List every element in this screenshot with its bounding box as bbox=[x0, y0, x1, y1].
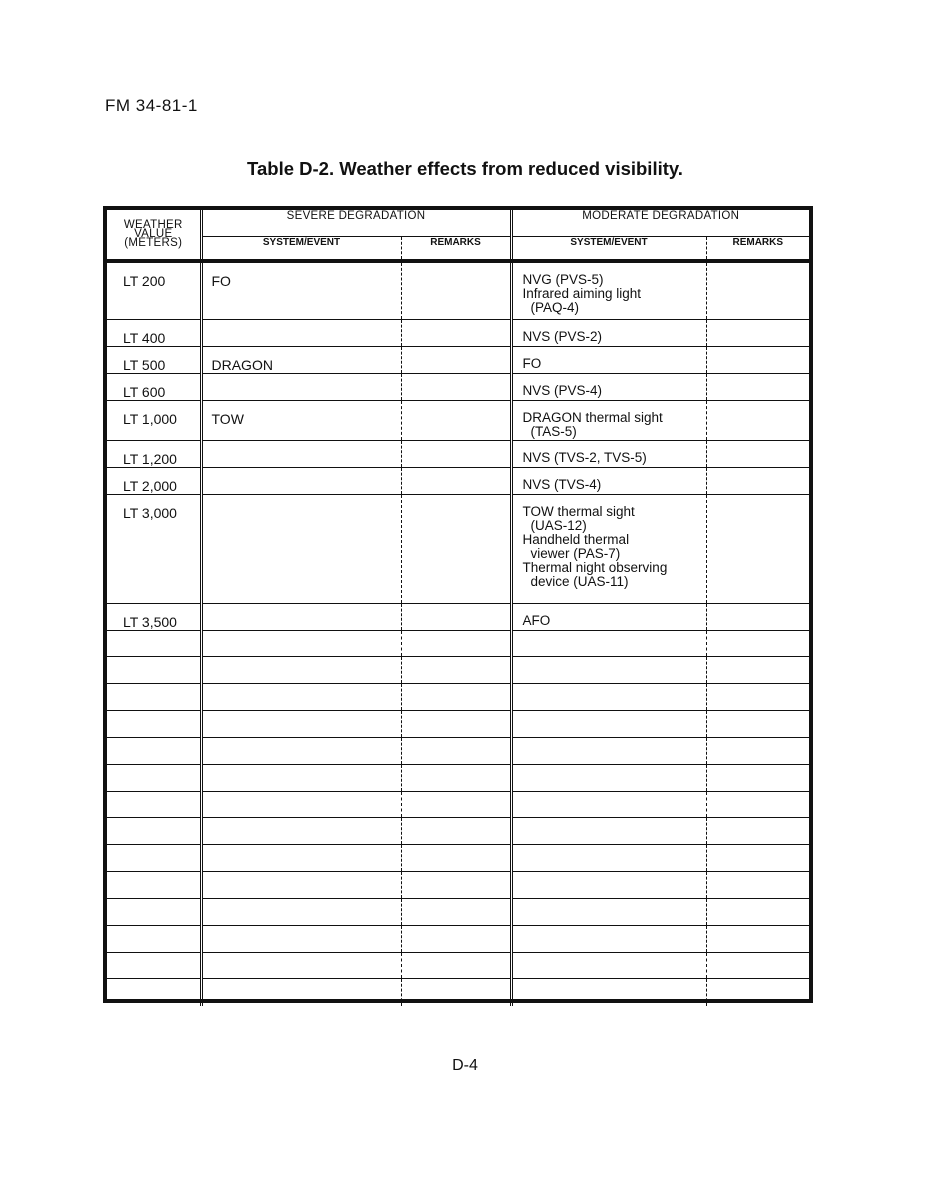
severe-remarks-cell bbox=[401, 711, 511, 738]
moderate-remarks-cell bbox=[706, 818, 809, 845]
blank-row bbox=[107, 657, 809, 684]
moderate-system-cell bbox=[511, 630, 706, 657]
moderate-remarks-cell bbox=[706, 400, 809, 440]
moderate-remarks-cell bbox=[706, 845, 809, 872]
severe-system-cell bbox=[201, 952, 401, 979]
blank-row bbox=[107, 898, 809, 925]
severe-system-cell bbox=[201, 440, 401, 467]
moderate-remarks-cell bbox=[706, 467, 809, 494]
severe-system-cell bbox=[201, 657, 401, 684]
blank-row bbox=[107, 711, 809, 738]
table-row bbox=[107, 400, 809, 440]
moderate-system-event-header: SYSTEM/EVENT bbox=[511, 237, 706, 262]
blank-row bbox=[107, 737, 809, 764]
severe-system-line: DRAGON bbox=[211, 356, 273, 373]
severe-system-cell bbox=[201, 818, 401, 845]
weather-value-cell bbox=[107, 764, 201, 791]
weather-value-cell: LT 600 bbox=[107, 373, 201, 400]
moderate-system-cell bbox=[511, 764, 706, 791]
severe-remarks-cell bbox=[401, 373, 511, 400]
severe-degradation-header: SEVERE DEGRADATION bbox=[201, 210, 511, 237]
severe-remarks-cell bbox=[401, 952, 511, 979]
moderate-remarks-cell bbox=[706, 764, 809, 791]
moderate-system-line: Thermal night observing bbox=[522, 559, 668, 575]
moderate-remarks-cell bbox=[706, 319, 809, 346]
blank-row bbox=[107, 979, 809, 1006]
moderate-remarks-cell bbox=[706, 440, 809, 467]
table-row bbox=[107, 603, 809, 630]
moderate-system-line: TOW thermal sight bbox=[522, 503, 635, 519]
weather-value-cell bbox=[107, 657, 201, 684]
severe-system-event-header: SYSTEM/EVENT bbox=[201, 237, 401, 262]
moderate-remarks-cell bbox=[706, 791, 809, 818]
moderate-system-cell bbox=[511, 737, 706, 764]
weather-value-cell bbox=[107, 898, 201, 925]
weather-value-cell: LT 500 bbox=[107, 346, 201, 373]
moderate-system-line: (UAS-12) bbox=[530, 517, 587, 533]
page-id: FM 34-81-1 bbox=[105, 96, 198, 115]
severe-remarks-cell bbox=[401, 494, 511, 603]
moderate-system-line: DRAGON thermal sight bbox=[522, 409, 663, 425]
severe-remarks-header: REMARKS bbox=[401, 237, 511, 262]
moderate-remarks-cell bbox=[706, 630, 809, 657]
weather-value-cell bbox=[107, 791, 201, 818]
moderate-system-line: (PAQ-4) bbox=[530, 300, 580, 315]
moderate-system-cell bbox=[511, 319, 706, 346]
weather-effects-table bbox=[103, 206, 813, 1003]
severe-system-cell bbox=[201, 630, 401, 657]
moderate-system-cell bbox=[511, 261, 706, 319]
severe-system-cell bbox=[201, 494, 401, 603]
weather-value-cell: LT 3,500 bbox=[107, 603, 201, 630]
weather-value-cell bbox=[107, 711, 201, 738]
severe-system-line: FO bbox=[211, 273, 231, 289]
severe-remarks-cell bbox=[401, 467, 511, 494]
moderate-degradation-header: MODERATE DEGRADATION bbox=[511, 210, 809, 237]
moderate-system-line: Handheld thermal bbox=[522, 531, 630, 547]
severe-system-cell bbox=[201, 400, 401, 440]
moderate-system-line: FO bbox=[522, 355, 542, 371]
moderate-remarks-cell bbox=[706, 603, 809, 630]
table-caption: Table D-2. Weather effects from reduced visibility. bbox=[247, 158, 683, 179]
severe-remarks-cell bbox=[401, 603, 511, 630]
severe-remarks-cell bbox=[401, 657, 511, 684]
severe-remarks-cell bbox=[401, 346, 511, 373]
severe-remarks-cell bbox=[401, 925, 511, 952]
moderate-system-cell bbox=[511, 346, 706, 373]
severe-system-cell bbox=[201, 925, 401, 952]
weather-value-cell bbox=[107, 925, 201, 952]
moderate-system-cell bbox=[511, 711, 706, 738]
weather-value-header-line: (METERS) bbox=[124, 237, 183, 249]
blank-row bbox=[107, 764, 809, 791]
severe-remarks-cell bbox=[401, 737, 511, 764]
severe-remarks-cell bbox=[401, 845, 511, 872]
moderate-system-cell bbox=[511, 373, 706, 400]
severe-remarks-cell bbox=[401, 898, 511, 925]
weather-value-header-line: WEATHER bbox=[123, 219, 183, 231]
moderate-system-cell bbox=[511, 657, 706, 684]
blank-row bbox=[107, 925, 809, 952]
moderate-remarks-cell bbox=[706, 657, 809, 684]
table-row bbox=[107, 440, 809, 467]
severe-system-line: TOW bbox=[211, 410, 244, 427]
moderate-system-cell bbox=[511, 603, 706, 630]
weather-value-cell: LT 2,000 bbox=[107, 467, 201, 494]
severe-system-cell bbox=[201, 979, 401, 1006]
moderate-remarks-cell bbox=[706, 737, 809, 764]
moderate-remarks-cell bbox=[706, 979, 809, 1006]
table-row bbox=[107, 494, 809, 603]
moderate-remarks-cell bbox=[706, 925, 809, 952]
severe-remarks-cell bbox=[401, 261, 511, 319]
moderate-remarks-cell bbox=[706, 952, 809, 979]
page-number: D-4 bbox=[452, 1057, 478, 1074]
weather-value-cell bbox=[107, 818, 201, 845]
weather-value-cell bbox=[107, 630, 201, 657]
moderate-remarks-cell bbox=[706, 494, 809, 603]
table-row bbox=[107, 261, 809, 319]
weather-value-cell: LT 400 bbox=[107, 319, 201, 346]
moderate-system-line: NVS (PVS-2) bbox=[522, 328, 603, 344]
moderate-remarks-cell bbox=[706, 872, 809, 899]
severe-system-cell bbox=[201, 737, 401, 764]
severe-system-cell bbox=[201, 845, 401, 872]
moderate-remarks-cell bbox=[706, 684, 809, 711]
severe-system-cell bbox=[201, 791, 401, 818]
moderate-remarks-cell bbox=[706, 711, 809, 738]
moderate-system-cell bbox=[511, 467, 706, 494]
moderate-system-cell bbox=[511, 440, 706, 467]
severe-system-cell bbox=[201, 684, 401, 711]
moderate-system-cell bbox=[511, 979, 706, 1006]
moderate-system-cell bbox=[511, 791, 706, 818]
severe-remarks-cell bbox=[401, 979, 511, 1006]
weather-table-grid bbox=[107, 210, 809, 1006]
severe-system-cell bbox=[201, 764, 401, 791]
severe-remarks-cell bbox=[401, 319, 511, 346]
moderate-system-line: Infrared aiming light bbox=[522, 286, 642, 301]
severe-system-cell bbox=[201, 467, 401, 494]
table-row bbox=[107, 467, 809, 494]
moderate-remarks-cell bbox=[706, 346, 809, 373]
moderate-system-cell bbox=[511, 494, 706, 603]
moderate-system-line: NVG (PVS-5) bbox=[522, 272, 604, 287]
severe-system-cell bbox=[201, 898, 401, 925]
severe-remarks-cell bbox=[401, 764, 511, 791]
moderate-system-line: viewer (PAS-7) bbox=[530, 545, 621, 561]
weather-value-cell bbox=[107, 979, 201, 1006]
moderate-system-cell bbox=[511, 400, 706, 440]
moderate-remarks-cell bbox=[706, 898, 809, 925]
weather-value-cell: LT 200 bbox=[107, 261, 201, 319]
blank-row bbox=[107, 791, 809, 818]
moderate-system-line: (TAS-5) bbox=[530, 423, 577, 439]
blank-row bbox=[107, 630, 809, 657]
severe-system-cell bbox=[201, 319, 401, 346]
weather-value-cell: LT 3,000 bbox=[107, 494, 201, 603]
severe-remarks-cell bbox=[401, 684, 511, 711]
table-row bbox=[107, 373, 809, 400]
weather-value-cell bbox=[107, 737, 201, 764]
severe-remarks-cell bbox=[401, 630, 511, 657]
severe-system-cell bbox=[201, 603, 401, 630]
weather-value-cell: LT 1,200 bbox=[107, 440, 201, 467]
weather-value-cell bbox=[107, 872, 201, 899]
severe-remarks-cell bbox=[401, 400, 511, 440]
moderate-system-line: AFO bbox=[522, 612, 551, 628]
moderate-system-cell bbox=[511, 684, 706, 711]
weather-value-cell bbox=[107, 952, 201, 979]
moderate-system-cell bbox=[511, 952, 706, 979]
severe-system-cell bbox=[201, 711, 401, 738]
moderate-remarks-cell bbox=[706, 373, 809, 400]
moderate-system-line: NVS (TVS-4) bbox=[522, 476, 602, 492]
moderate-system-cell bbox=[511, 925, 706, 952]
blank-row bbox=[107, 952, 809, 979]
moderate-remarks-cell bbox=[706, 261, 809, 319]
weather-value-header-line: VALUE bbox=[134, 228, 173, 240]
moderate-remarks-header: REMARKS bbox=[706, 237, 809, 262]
severe-system-cell bbox=[201, 346, 401, 373]
blank-row bbox=[107, 684, 809, 711]
table-body bbox=[107, 261, 809, 1006]
severe-remarks-cell bbox=[401, 872, 511, 899]
severe-system-cell bbox=[201, 373, 401, 400]
severe-remarks-cell bbox=[401, 818, 511, 845]
moderate-system-line: NVS (PVS-4) bbox=[522, 382, 603, 398]
table-row bbox=[107, 346, 809, 373]
moderate-system-cell bbox=[511, 845, 706, 872]
severe-system-cell bbox=[201, 872, 401, 899]
moderate-system-cell bbox=[511, 872, 706, 899]
moderate-system-line: device (UAS-11) bbox=[530, 573, 629, 589]
moderate-system-cell bbox=[511, 818, 706, 845]
severe-remarks-cell bbox=[401, 440, 511, 467]
severe-system-cell bbox=[201, 261, 401, 319]
weather-value-cell bbox=[107, 684, 201, 711]
blank-row bbox=[107, 845, 809, 872]
weather-value-header bbox=[107, 210, 201, 261]
moderate-system-line: NVS (TVS-2, TVS-5) bbox=[522, 449, 647, 465]
table-row bbox=[107, 319, 809, 346]
weather-value-cell: LT 1,000 bbox=[107, 400, 201, 440]
blank-row bbox=[107, 872, 809, 899]
moderate-system-cell bbox=[511, 898, 706, 925]
weather-value-cell bbox=[107, 845, 201, 872]
severe-remarks-cell bbox=[401, 791, 511, 818]
blank-row bbox=[107, 818, 809, 845]
